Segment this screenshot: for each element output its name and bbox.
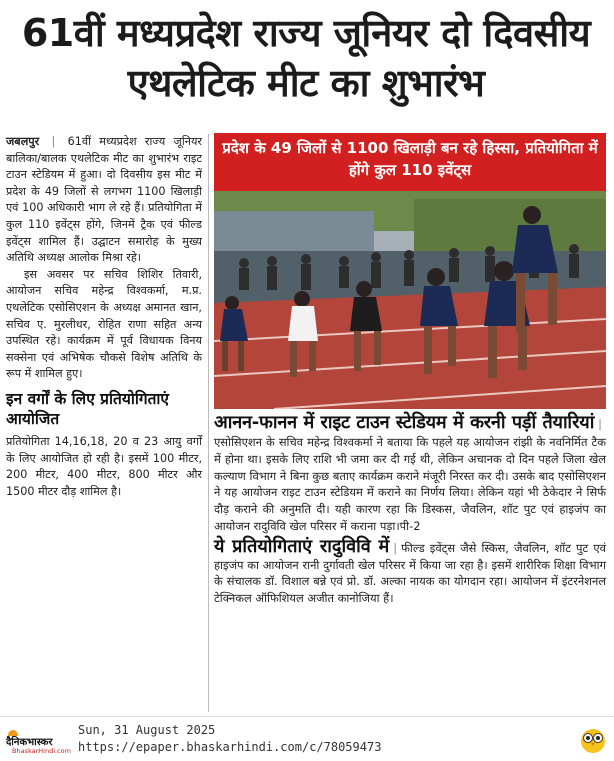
- rdvv-text: फील्ड इवेंट्स जैसे स्किस, जैवलिन, शॉट पुट एवं हाइजंप का आयोजन रानी दुर्गावती खेल परिसर में किया जा रहा है। इसमें शारीरिक शिक्षा विभाग के संचालक डॉ. विशाल बन्ने एवं प्रो. डॉ. अल्का नायक का योगदान रहा। आयोजन में इंटरनेशनल टेक्निकल ऑफिशियल अजीत कानोजिया हैं।: [214, 540, 606, 606]
- edition-date: Sun, 31 August 2025: [78, 723, 216, 737]
- section-heading-rdvv: ये प्रतियोगिताएं रादुविवि में: [214, 535, 390, 557]
- footer: [0, 716, 614, 761]
- intro-text: 61वीं मध्यप्रदेश राज्य जूनियर बालिका/बालक एथलेटिक मीट का शुभारंभ राइट टाउन स्टेडियम में हुआ। दो दिवसीय इस मीट में प्रदेश के 49 जिलों से लगभग 1100 खिलाड़ी एवं 100 अधिकारी भाग ले रहे हैं। प्रतियोगिता में कुल 110 इवेंट्स होंगे, जिनमें ट्रैक एवं फील्ड इवेंट्स शामिल हैं। उद्घाटन समारोह के मुख्य अतिथि अध्यक्ष आलोक मिश्रा रहे।: [6, 135, 203, 265]
- epaper-link[interactable]: https://epaper.bhaskarhindi.com/c/78059473: [78, 740, 382, 754]
- bhaskar-logo[interactable]: [6, 726, 76, 754]
- banner: प्रदेश के 49 जिलों से 1100 खिलाड़ी बन रहे हिस्सा, प्रतियोगिता में होंगे कुल 110 इवेंट्स: [214, 133, 606, 191]
- guests-paragraph: इस अवसर पर सचिव शिशिर तिवारी, आयोजन सचिव महेन्द्र विश्वकर्मा, म.प्र. एथलेटिक एसोसिएशन के अध्यक्ष अमानत खान, सचिव ए. मुरलीधर, रोहित राणा सहित अन्य उपस्थित रहे। कार्यक्रम में पूर्व विधायक विनय सक्सेना एवं अभिषेक चौकसे विशेष अतिथि के रूप में शामिल हुए।: [6, 267, 202, 381]
- right-column: आनन-फानन में राइट टाउन स्टेडियम में करनी पड़ीं तैयारियां |एसोसिएशन के सचिव महेन्द्र विश्वकर्मा ने बताया कि पहले यह आयोजन रांझी के नवनिर्मित टैक में होना था। इसके लिए राशि भी जमा कर दी गई थी, लेकिन अचानक दो दिन पहले जिला खेल कल्याण विभाग ने बिना कुछ बताए कार्यक्रम कराने मंजूरी निरस्त कर दी। उसके बाद एसोसिएशन ने यह आयोजन राइट टाउन स्टेडियम में कराने का निर्णय लिया। लेकिन यहां भी ठेकेदार ने सिर्फ दौड़ कराने की अनुमति दी। यही कारण रहा कि डिस्कस, जैवलिन, शॉट पुट एवं हाइजंप का आयोजन रादुविवि खेल परिसर में कराना पड़ा।पी-2 ये प्रतियोगिताएं रादुविवि में | फील्ड इवेंट्स जैसे स्किस, जैवलिन, शॉट पुट एवं हाइजंप का आयोजन रानी दुर्गावती खेल परिसर में किया जा रहा है। इसमें शारीरिक शिक्षा विभाग के संचालक डॉ. विशाल बन्ने एवं प्रो. डॉ. अल्का नायक का योगदान रहा। आयोजन में इंटरनेशनल टेक्निकल ऑफिशियल अजीत कानोजिया हैं।: [214, 412, 606, 606]
- intro-paragraph: जबलपुर | 61वीं मध्यप्रदेश राज्य जूनियर बालिका/बालक एथलेटिक मीट का शुभारंभ राइट टाउन स्टेडियम में हुआ। दो दिवसीय इस मीट में प्रदेश के 49 जिलों से लगभग 1100 खिलाड़ी एवं 100 अधिकारी भाग ले रहे हैं। प्रतियोगिता में कुल 110 इवेंट्स होंगे, जिनमें ट्रैक एवं फील्ड इवेंट्स शामिल हैं। उद्घाटन समारोह के मुख्य अतिथि अध्यक्ष आलोक मिश्रा रहे।: [6, 135, 203, 265]
- categories-subhead: इन वर्गों के लिए प्रतियोगिताएं आयोजित: [6, 389, 169, 428]
- race-photo: [214, 191, 606, 409]
- dateline: जबलपुर: [6, 135, 40, 148]
- categories-paragraph: प्रतियोगिता 14,16,18, 20 व 23 आयु वर्गों के लिए आयोजित हो रही है। इसमें 100 मीटर, 200 मीटर, 400 मीटर, 800 मीटर और 1500 मीटर दौड़ शामिल है।: [6, 434, 202, 498]
- logo-wordmark: दैनिकभास्कर: [6, 737, 53, 748]
- section-heading-preparations: आनन-फानन में राइट टाउन स्टेडियम में करनी पड़ीं तैयारियां: [214, 412, 595, 433]
- left-column: [6, 134, 202, 500]
- logo-subtext: BhaskarHindi.com: [12, 747, 71, 755]
- owl-mascot-icon: [578, 724, 608, 754]
- column-divider: [208, 134, 209, 712]
- headline: 61वीं मध्यप्रदेश राज्य जूनियर दो दिवसीय एथलेटिक मीट का शुभारंभ: [21, 11, 591, 105]
- preparations-text: एसोसिएशन के सचिव महेन्द्र विश्वकर्मा ने बताया कि पहले यह आयोजन रांझी के नवनिर्मित टैक में होना था। इसके लिए राशि भी जमा कर दी गई थी, लेकिन अचानक दो दिन पहले जिला खेल कल्याण विभाग ने बिना कुछ बताए कार्यक्रम कराने मंजूरी निरस्त कर दी। उसके बाद एसोसिएशन ने यह आयोजन राइट टाउन स्टेडियम में कराने का निर्णय लिया। लेकिन यहां भी ठेकेदार ने सिर्फ दौड़ कराने की अनुमति दी। यही कारण रहा कि डिस्कस, जैवलिन, शॉट पुट एवं हाइजंप का आयोजन रादुविवि खेल परिसर में कराना पड़ा।पी-2: [214, 435, 606, 533]
